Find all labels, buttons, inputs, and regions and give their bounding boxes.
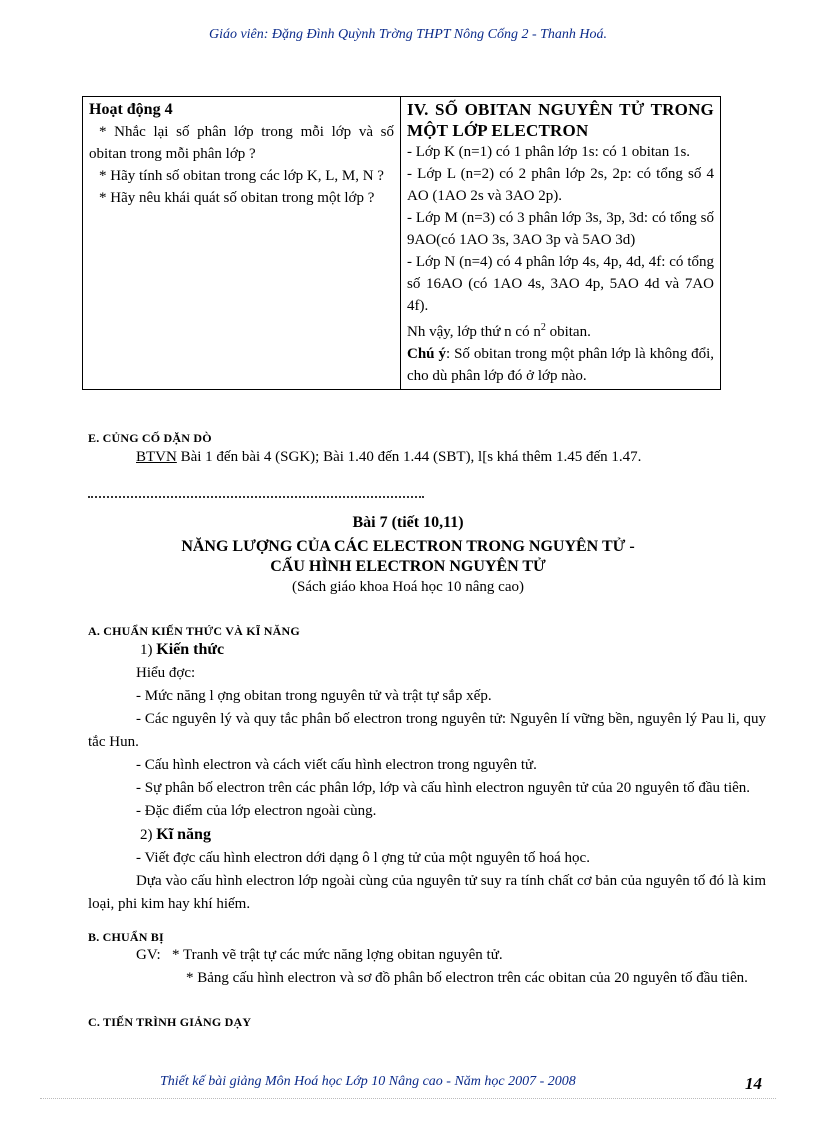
activity-item: * Nhắc lại số phân lớp trong mỗi lớp và số obitan trong mỗi phân lớp ?	[89, 124, 394, 162]
skill-item: Dựa vào cấu hình electron lớp ngoài cùng của nguyên tử suy ra tính chất cơ bản của nguyên tố đó là kim loại, phi kim hay khí hiếm.	[88, 873, 766, 912]
lesson-title-line2: CẤU HÌNH ELECTRON NGUYÊN TỬ	[270, 558, 546, 575]
prep-item: * Bảng cấu hình electron và sơ đồ phân bố electron trên các obitan của 20 nguyên tố đầu tiên.	[186, 970, 748, 986]
content-line: - Lớp N (n=4) có 4 phân lớp 4s, 4p, 4d, 4f: có tổng số 16AO (có 1AO 4s, 3AO 4p, 5AO 4d và 7AO 4f).	[407, 254, 714, 314]
activity-title: Hoạt động 4	[89, 101, 173, 118]
section-e-text: BTVN Bài 1 đến bài 4 (SGK); Bài 1.40 đến 1.44 (SBT), l[s khá thêm 1.45 đến 1.47.	[136, 449, 642, 465]
page-number: 14	[745, 1074, 762, 1093]
activity-item: * Hãy nêu khái quát số obitan trong một lớp ?	[99, 190, 375, 206]
lesson-title-line1: NĂNG LƯỢNG CỦA CÁC ELECTRON TRONG NGUYÊN TỬ -	[181, 538, 635, 555]
knowledge-item: - Sự phân bố electron trên các phân lớp, lớp và cấu hình electron nguyên tử của 20 nguyên tố đầu tiên.	[136, 780, 751, 796]
knowledge-item: - Đặc điểm của lớp electron ngoài cùng.	[136, 803, 377, 819]
content-line: - Lớp K (n=1) có 1 phân lớp 1s: có 1 obitan 1s.	[407, 144, 691, 160]
section-b-body	[88, 944, 766, 990]
knowledge-intro: Hiểu đợc:	[136, 665, 196, 681]
prep-item: GV: * Tranh vẽ trật tự các mức năng lợng obitan nguyên tử.	[136, 947, 503, 963]
section-c-heading: C. TIẾN TRÌNH GIẢNG DẠY	[88, 1015, 252, 1029]
bottom-rule	[40, 1098, 776, 1099]
activity-table	[82, 96, 721, 390]
lesson-subtitle: (Sách giáo khoa Hoá học 10 nâng cao)	[291, 579, 524, 595]
knowledge-item: - Mức năng l ợng obitan trong nguyên tử và trật tự sắp xếp.	[136, 688, 492, 704]
content-summary: Nh vậy, lớp thứ n có $n^2$ obitan.	[407, 322, 591, 340]
content-title: IV. SỐ OBITAN NGUYÊN TỬ TRONG MỘT LỚP ELECTRON	[407, 100, 714, 140]
knowledge-item: - Cấu hình electron và cách viết cấu hình electron trong nguyên tử.	[136, 757, 537, 773]
skills-heading: 2) Kĩ năng	[140, 826, 211, 843]
lesson-number: Bài 7 (tiết 10,11)	[352, 514, 464, 531]
dotted-separator	[88, 496, 424, 498]
page-header: Giáo viên: Đặng Đình Quỳnh Trờng THPT Nông Cống 2 - Thanh Hoá.	[208, 27, 608, 42]
content-cell	[401, 97, 721, 390]
section-b-heading: B. CHUẨN BỊ	[88, 930, 164, 944]
section-a-heading: A. CHUẨN KIẾN THỨC VÀ KĨ NĂNG	[88, 624, 300, 638]
page-footer: Thiết kế bài giảng Môn Hoá học Lớp 10 Nâng cao - Năm học 2007 - 2008	[160, 1074, 576, 1089]
skill-item: - Viết đợc cấu hình electron dới dạng ô l ợng tử của một nguyên tố hoá học.	[136, 850, 590, 866]
content-line: - Lớp L (n=2) có 2 phân lớp 2s, 2p: có tổng số 4 AO (1AO 2s và 3AO 2p).	[407, 166, 714, 204]
section-a-body	[88, 638, 766, 916]
section-e-heading: E. CỦNG CỐ DẶN DÒ	[88, 431, 212, 445]
activity-item: * Hãy tính số obitan trong các lớp K, L, M, N ?	[99, 168, 384, 184]
knowledge-heading: 1) Kiến thức	[140, 641, 225, 658]
teacher-activity-cell	[83, 97, 401, 390]
content-note: Chú ý: Số obitan trong một phân lớp là không đổi, cho dù phân lớp đó ở lớp nào.	[407, 346, 714, 384]
content-line: - Lớp M (n=3) có 3 phân lớp 3s, 3p, 3d: có tổng số 9AO(có 1AO 3s, 3AO 3p và 5AO 3d)	[407, 210, 714, 248]
knowledge-item: - Các nguyên lý và quy tắc phân bố electron trong nguyên tử: Nguyên lí vững bền, nguyên lý Pau li, quy tắc Hun.	[88, 711, 766, 750]
